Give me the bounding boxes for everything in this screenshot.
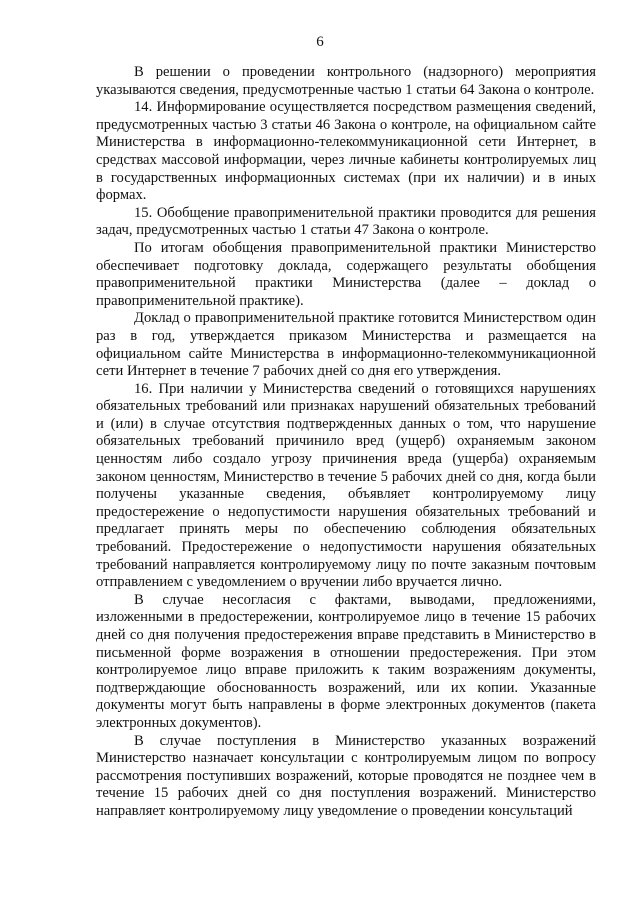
paragraph-decision-details: В решении о проведении контрольного (надзорного) мероприятия указываются сведения, предусмотренные частью 1 статьи 64 Закона о контроле. [96,64,596,98]
document-body [96,64,596,821]
paragraph-objections: В случае несогласия с фактами, выводами, предложениями, изложенными в предостережении, контролируемое лицо в течение 15 рабочих дней со дня получения предостережения вправе представить в Министерство в письменной форме возражения в отношении предостережения. При этом контролируемое лицо вправе приложить к таким возражениям документы, подтверждающие обоснованность возражений, или их копии. Указанные документы могут быть направлены в форме электронных документов (пакета электронных документов). [96,591,596,731]
paragraph-report-preparation: По итогам обобщения правоприменительной практики Министерство обеспечивает подготовку доклада, содержащего результаты обобщения правоприменительной практики Министерства (далее – доклад о правоприменительной практике). [96,239,596,309]
paragraph-16-warning: 16. При наличии у Министерства сведений о готовящихся нарушениях обязательных требований или признаках нарушений обязательных требований и (или) в случае отсутствия подтвержденных данных о том, что нарушение обязательных требований причинило вред (ущерб) охраняемым законом ценностям либо создало угрозу причинения вреда (ущерба) охраняемым законом ценностям, Министерство в течение 5 рабочих дней со дня, когда были получены указанные сведения, объявляет контролируемому лицу предостережение о недопустимости нарушения обязательных требований и предлагает принять меры по обеспечению соблюдения обязательных требований. Предостережение о недопустимости нарушения обязательных требований направляется контролируемому лицу по почте заказным почтовым отправлением с уведомлением о вручении либо вручается лично. [96,380,596,591]
paragraph-15-generalization: 15. Обобщение правоприменительной практики проводится для решения задач, предусмотренных частью 1 статьи 47 Закона о контроле. [96,204,596,239]
paragraph-14-informing: 14. Информирование осуществляется посредством размещения сведений, предусмотренных частью 3 статьи 46 Закона о контроле, на официальном сайте Министерства в информационно-телекоммуникационной сети Интернет, в средствах массовой информации, через личные кабинеты контролируемых лиц в государственных информационных системах (при их наличии) и в иных формах. [96,99,596,204]
paragraph-consultations: В случае поступления в Министерство указанных возражений Министерство назначает консультации с контролируемым лицом по вопросу рассмотрения поступивших возражений, которые проводятся не позднее чем в течение 15 рабочих дней со дня поступления возражений. Министерство направляет контролируемому лицу уведомление о проведении консультаций [96,732,596,819]
page-number: 6 [316,34,324,50]
paragraph-report-publication: Доклад о правоприменительной практике готовится Министерством один раз в год, утверждается приказом Министерства и размещается на официальном сайте Министерства в информационно-телекоммуникационной сети Интернет в течение 7 рабочих дней со дня его утверждения. [96,310,596,380]
